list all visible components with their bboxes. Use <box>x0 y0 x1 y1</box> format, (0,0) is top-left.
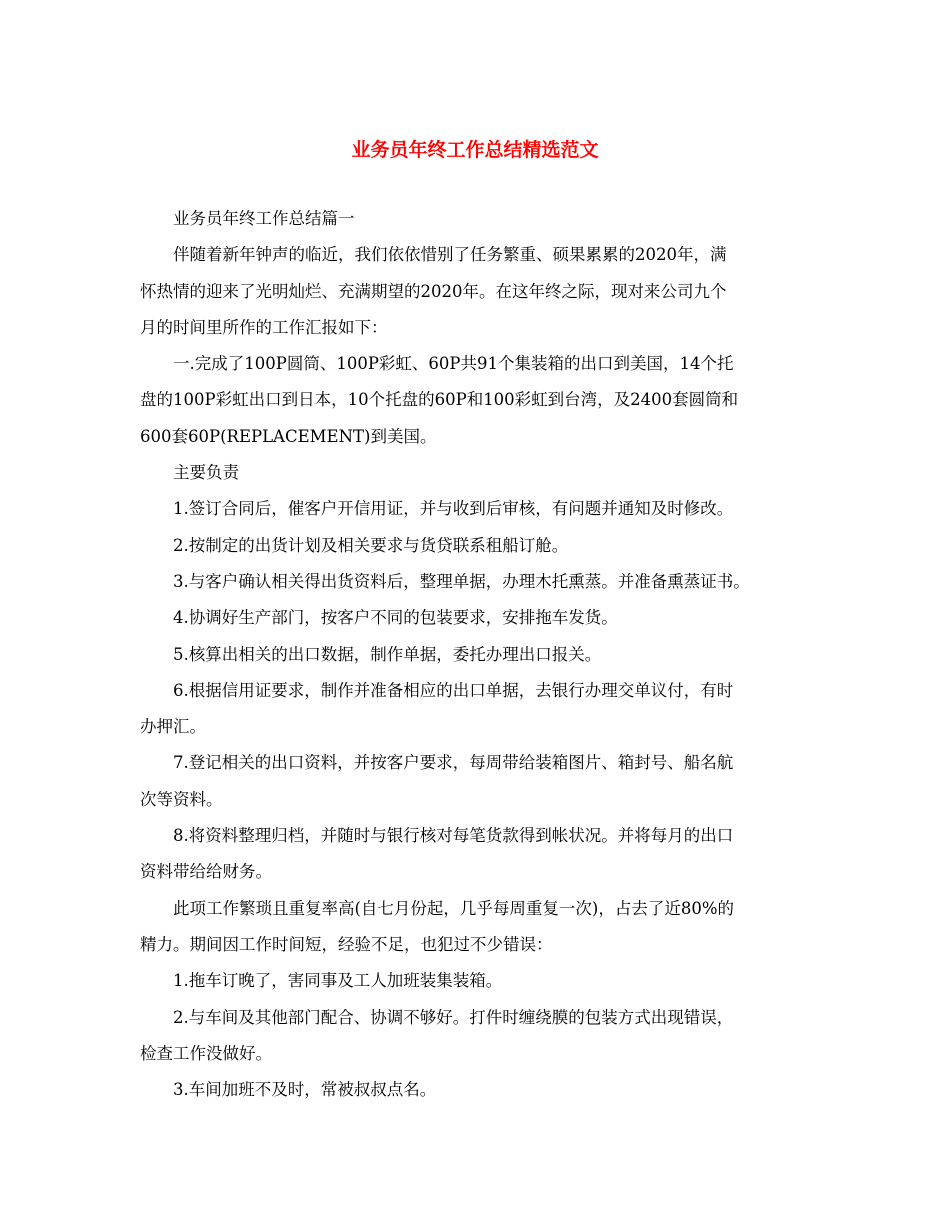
text-line: 业务员年终工作总结篇一 <box>173 209 355 228</box>
paragraph <box>140 600 820 636</box>
text-line: 次等资料。 <box>140 789 223 809</box>
paragraph <box>140 891 820 964</box>
text-line: 办押汇。 <box>140 717 206 737</box>
document-title: 业务员年终工作总结精选范文 <box>351 139 599 161</box>
text-line: 一.完成了100P圆筒、100P彩虹、60P共91个集装箱的出口到美国，14个托 <box>173 354 734 374</box>
text-line: 1.拖车订晚了，害同事及工人加班装集装箱。 <box>173 971 503 991</box>
text-line: 3.车间加班不及时，常被叔叔点名。 <box>173 1080 437 1100</box>
text-line: 精力。期间因工作时间短，经验不足，也犯过不少错误： <box>140 934 553 954</box>
text-line: 2.与车间及其他部门配合、协调不够好。打件时缠绕膜的包装方式出现错误， <box>173 1007 734 1027</box>
paragraph <box>140 455 820 491</box>
paragraph <box>140 963 820 999</box>
paragraph <box>140 818 820 891</box>
text-line: 3.与客户确认相关得出货资料后，整理单据，办理木托熏蒸。并准备熏蒸证书。 <box>173 571 750 591</box>
text-line: 2.按制定的出货计划及相关要求与货贷联系租船订舱。 <box>173 535 569 555</box>
text-line: 1.签订合同后，催客户开信用证，并与收到后审核，有问题并通知及时修改。 <box>173 499 734 519</box>
text-line: 资料带给给财务。 <box>140 862 272 882</box>
paragraph <box>140 564 820 600</box>
text-line: 检查工作没做好。 <box>140 1043 272 1063</box>
paragraph <box>140 1000 820 1073</box>
paragraph <box>140 491 820 527</box>
paragraph <box>140 528 820 564</box>
paragraph <box>140 1072 820 1108</box>
text-line: 4.协调好生产部门，按客户不同的包装要求，安排拖车发货。 <box>173 608 618 628</box>
document-body <box>140 201 820 1108</box>
text-line: 怀热情的迎来了光明灿烂、充满期望的2020年。在这年终之际，现对来公司九个 <box>140 281 727 301</box>
paragraph <box>140 346 820 455</box>
text-line: 600套60P(REPLACEMENT)到美国。 <box>140 426 437 446</box>
text-line: 盘的100P彩虹出口到日本，10个托盘的60P和100彩虹到台湾，及2400套圆筒和 <box>140 390 739 410</box>
text-line: 8.将资料整理归档，并随时与银行核对每笔货款得到帐状况。并将每月的出口 <box>173 826 734 846</box>
text-line: 此项工作繁琐且重复率高(自七月份起，几乎每周重复一次)，占去了近80%的 <box>173 898 735 918</box>
paragraph <box>140 673 820 746</box>
text-line: 主要负责 <box>173 463 239 483</box>
paragraph <box>140 201 820 237</box>
text-line: 5.核算出相关的出口数据，制作单据，委托办理出口报关。 <box>173 644 602 664</box>
paragraph <box>140 237 820 346</box>
paragraph <box>140 745 820 818</box>
text-line: 伴随着新年钟声的临近，我们依依惜别了任务繁重、硕果累累的2020年，满 <box>173 245 727 265</box>
text-line: 月的时间里所作的工作汇报如下： <box>140 317 388 337</box>
text-line: 7.登记相关的出口资料，并按客户要求，每周带给装箱图片、箱封号、船名航 <box>173 753 734 773</box>
paragraph <box>140 637 820 673</box>
text-line: 6.根据信用证要求，制作并准备相应的出口单据，去银行办理交单议付，有时 <box>173 680 734 700</box>
